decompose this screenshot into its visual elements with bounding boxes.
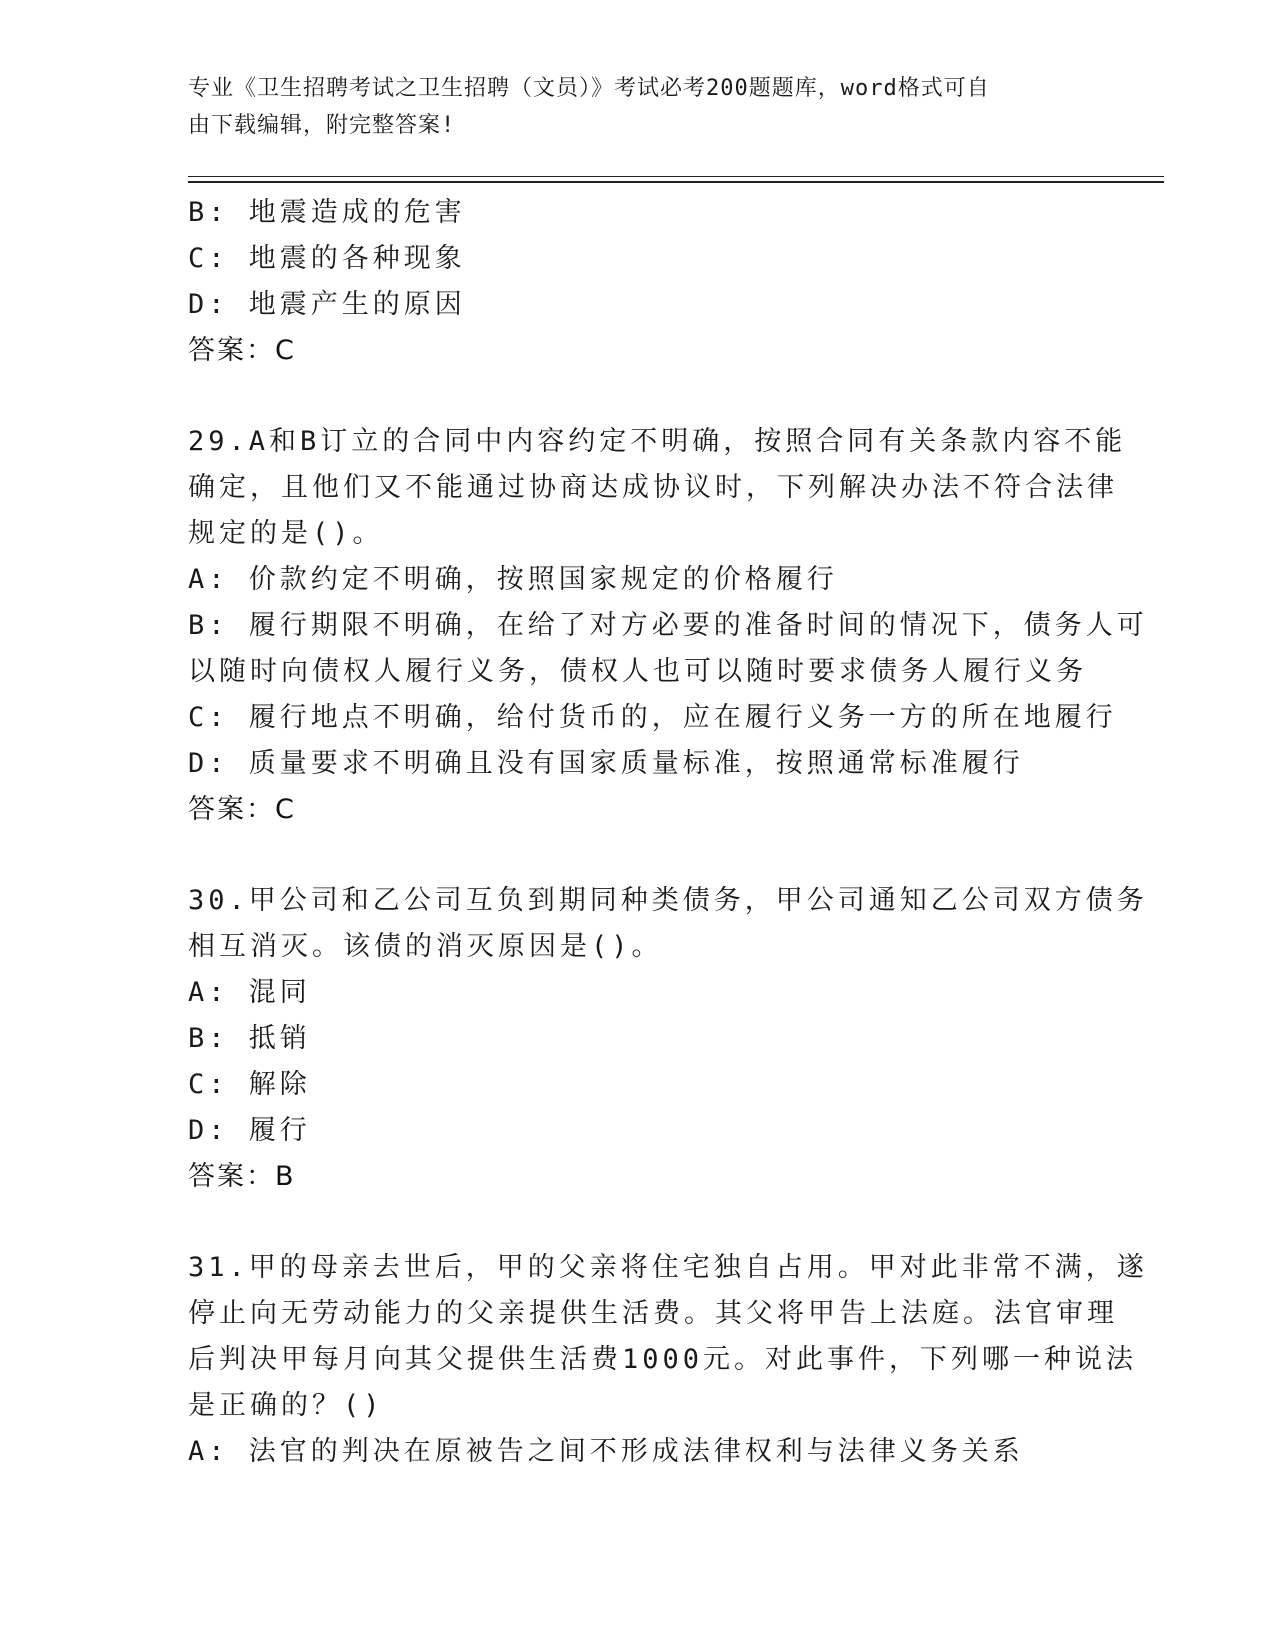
question-text-line: 30.甲公司和乙公司互负到期同种类债务，甲公司通知乙公司双方债务 [188,885,1148,916]
option-d: D: 地震产生的原因 [188,289,466,320]
question-29 [188,419,1148,833]
answer: 答案：C [188,794,296,825]
question-text-line: 31.甲的母亲去世后，甲的父亲将住宅独自占用。甲对此非常不满，遂 [188,1252,1148,1283]
question-text-line: 确定，且他们又不能通过协商达成协议时，下列解决办法不符合法律 [188,472,1118,503]
option-c: C: 地震的各种现象 [188,243,466,274]
header-line-2: 由下载编辑，附完整答案! [188,113,456,138]
question-text-line: 后判决甲每月向其父提供生活费1000元。对此事件，下列哪一种说法 [188,1344,1138,1375]
document-body [188,190,1148,1475]
question-31 [188,1245,1148,1475]
header-divider-thick [188,181,1164,183]
answer: 答案：B [188,1161,296,1192]
option-d: D: 履行 [188,1115,311,1146]
option-c: C: 解除 [188,1069,311,1100]
option-b: B: 地震造成的危害 [188,197,466,228]
option-b: B: 抵销 [188,1023,311,1054]
answer: 答案：C [188,335,296,366]
option-c: C: 履行地点不明确，给付货币的，应在履行义务一方的所在地履行 [188,702,1117,733]
question-text-line: 规定的是()。 [188,518,384,549]
question-text-line: 停止向无劳动能力的父亲提供生活费。其父将甲告上法庭。法官审理 [188,1298,1118,1329]
question-text-line: 相互消灭。该债的消灭原因是()。 [188,931,663,962]
header-line-1: 专业《卫生招聘考试之卫生招聘（文员）》考试必考200题题库，word格式可自 [188,76,990,101]
option-a: A: 价款约定不明确，按照国家规定的价格履行 [188,564,838,595]
header-divider-thin [188,176,1164,177]
option-d: D: 质量要求不明确且没有国家质量标准，按照通常标准履行 [188,748,1024,779]
question-text-line: 是正确的？() [188,1390,384,1421]
option-a: A: 法官的判决在原被告之间不形成法律权利与法律义务关系 [188,1436,1024,1467]
question-text-line: 29.A和B订立的合同中内容约定不明确，按照合同有关条款内容不能 [188,426,1127,457]
option-b: B: 履行期限不明确，在给了对方必要的准备时间的情况下，债务人可 [188,610,1148,641]
option-b-continued: 以随时向债权人履行义务，债权人也可以随时要求债务人履行义务 [188,656,1087,687]
document-header [188,70,1088,144]
question-28-continued [188,190,1088,374]
option-a: A: 混同 [188,977,311,1008]
question-30 [188,878,1148,1200]
